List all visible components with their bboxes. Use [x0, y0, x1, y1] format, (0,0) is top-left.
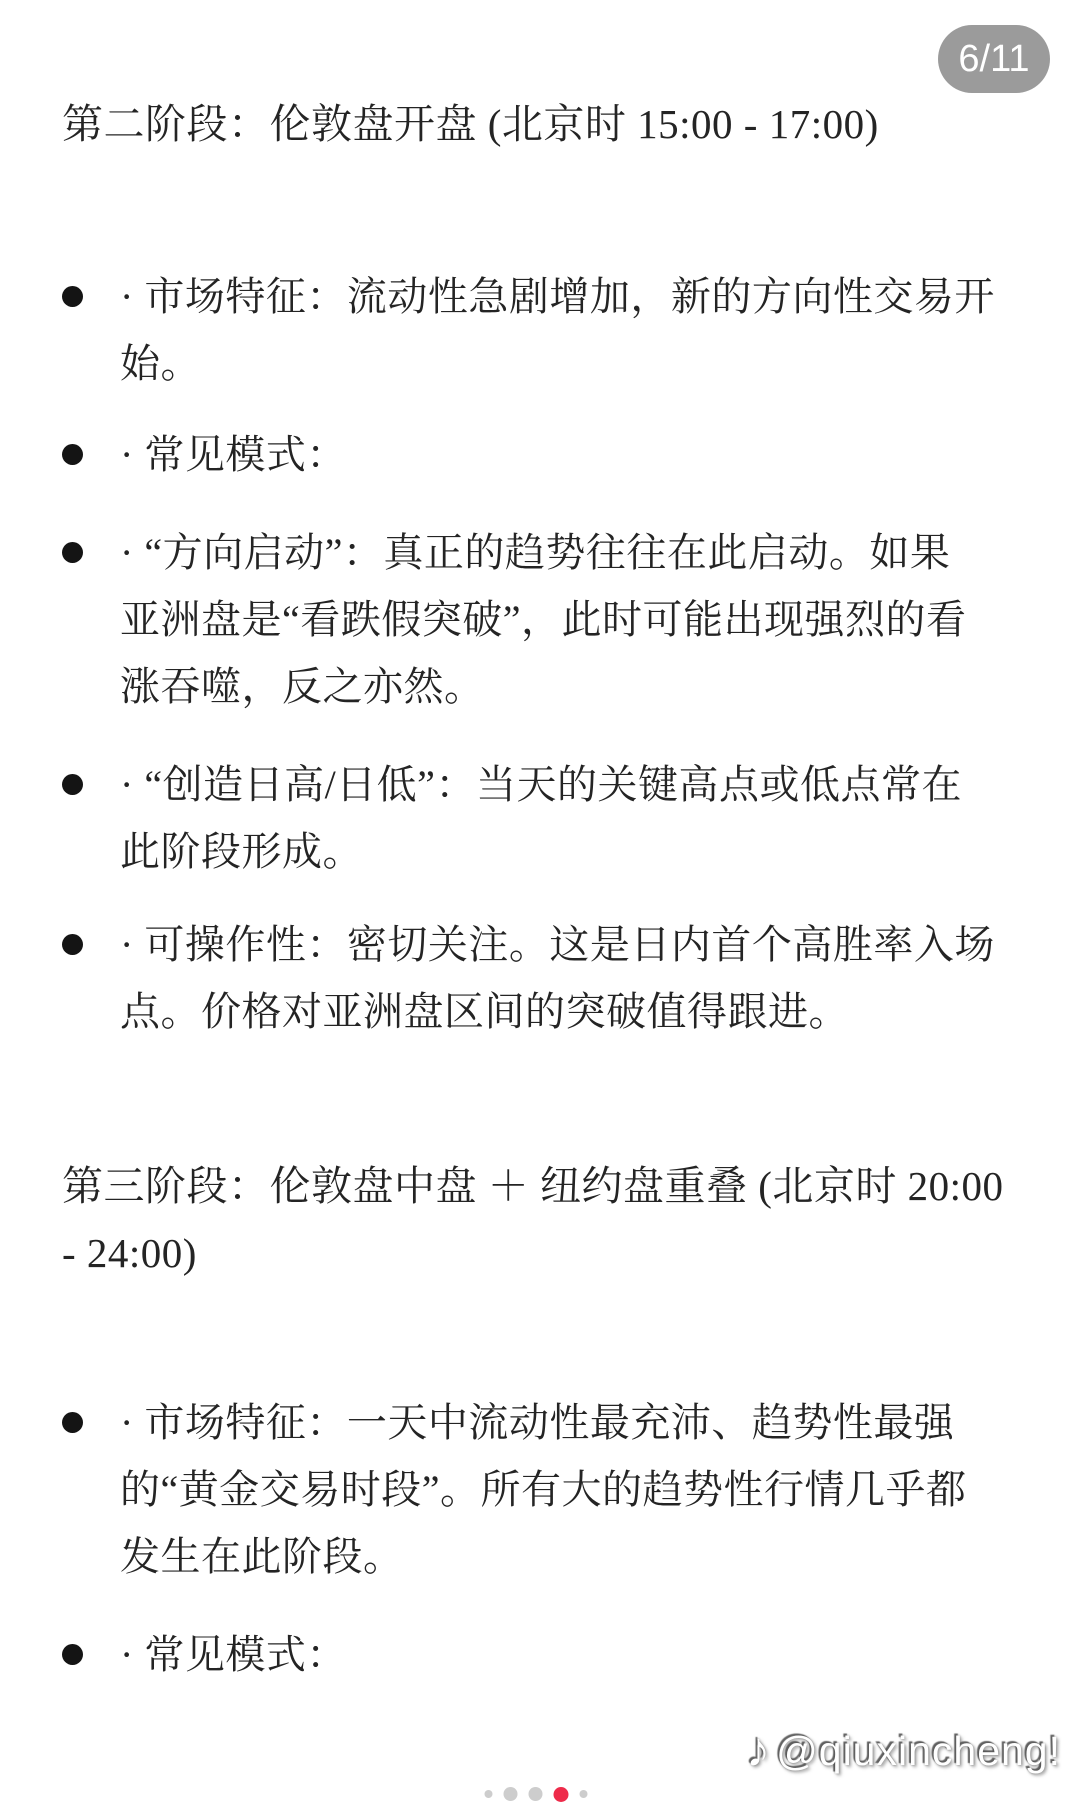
- pagination-dots: [484, 1786, 587, 1802]
- bullet-icon: [62, 286, 83, 307]
- section-heading-stage3: [62, 1153, 1022, 1287]
- bullet-line: 发生在此阶段。: [120, 1534, 404, 1579]
- bullet-icon: [62, 1412, 83, 1433]
- bullet-icon: [62, 1644, 83, 1665]
- bullet-line: 涨吞噬，反之亦然。: [120, 664, 485, 709]
- heading-line: 第三阶段：伦敦盘中盘 ＋ 纽约盘重叠 (北京时 20:00: [62, 1163, 1004, 1209]
- bullet-icon: [62, 444, 83, 465]
- list-item: [62, 911, 1012, 1045]
- heading-line: 第二阶段：伦敦盘开盘 (北京时 15:00 - 17:00): [62, 101, 879, 147]
- pagination-dot: [484, 1790, 492, 1798]
- bullet-line: 的“黄金交易时段”。所有大的趋势性行情几乎都: [120, 1467, 967, 1512]
- pagination-dot: [503, 1787, 517, 1801]
- bullet-line: 此阶段形成。: [120, 829, 363, 874]
- pagination-dot: [528, 1787, 542, 1801]
- page-counter-badge: 6/11: [938, 25, 1050, 93]
- pagination-dot: [579, 1790, 587, 1798]
- watermark: [746, 1724, 1061, 1777]
- watermark-handle: @qiuxincheng!: [776, 1728, 1061, 1774]
- bullet-line: 亚洲盘是“看跌假突破”，此时可能出现强烈的看: [120, 597, 967, 642]
- bullet-line: 始。: [120, 341, 201, 386]
- bullet-icon: [62, 542, 83, 563]
- list-item: [62, 421, 1012, 488]
- section-heading-stage2: [62, 91, 1022, 158]
- bullet-line: 点。价格对亚洲盘区间的突破值得跟进。: [120, 989, 849, 1034]
- list-item: [62, 751, 1012, 885]
- bullet-line: · “创造日高/日低”：当天的关键高点或低点常在: [120, 762, 962, 807]
- bullet-icon: [62, 774, 83, 795]
- bullet-line: · 可操作性：密切关注。这是日内首个高胜率入场: [120, 922, 995, 967]
- heading-line: - 24:00): [62, 1230, 197, 1276]
- list-item: [62, 1389, 1012, 1590]
- list-item: [62, 1621, 1012, 1688]
- bullet-icon: [62, 934, 83, 955]
- bullet-line: · 市场特征：流动性急剧增加，新的方向性交易开: [120, 274, 995, 319]
- pagination-dot-active: [553, 1787, 568, 1802]
- list-item: [62, 263, 1012, 397]
- bullet-line: · 常见模式：: [120, 432, 347, 477]
- bullet-line: · 常见模式：: [120, 1632, 347, 1677]
- music-note-icon: ♪: [746, 1724, 771, 1777]
- bullet-line: · 市场特征：一天中流动性最充沛、趋势性最强: [120, 1400, 955, 1445]
- list-item: [62, 519, 1012, 720]
- bullet-line: · “方向启动”：真正的趋势往往在此启动。如果: [120, 530, 951, 575]
